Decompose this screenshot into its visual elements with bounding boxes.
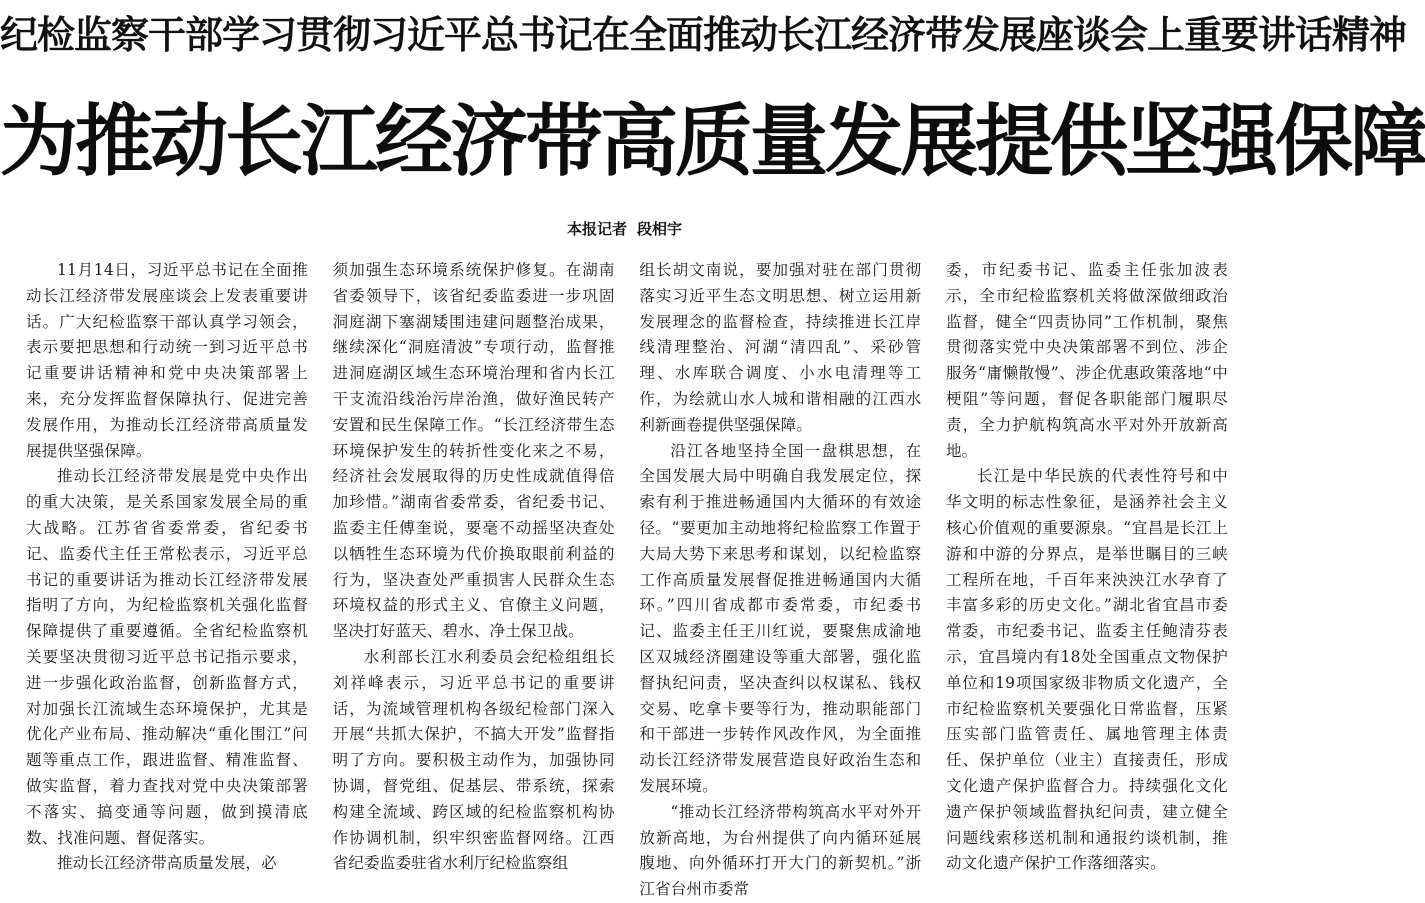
paragraph: 11月14日，习近平总书记在全面推动长江经济带发展座谈会上发表重要讲话。广大纪检监察干部认真学习领会，表示要把思想和行动统一到习近平总书记重要讲话精神和党中央决策部署上来，充分发挥监督保障执行、促进完善发展作用，为推动长江经济带高质量发展提供坚强保障。 <box>26 261 308 460</box>
paragraph: 委，市纪委书记、监委主任张加波表示，全市纪检监察机关将做深做细政治监督，健全“四责协同”工作机制，聚焦贯彻落实党中央决策部署不到位、涉企服务“庸懒散慢”、涉企优惠政策落地“中梗阻”等问题，督促各职能部门履职尽责，全力护航构筑高水平对外开放新高地。 <box>945 261 1228 460</box>
article-column-4 <box>946 258 1228 890</box>
paragraph: 推动长江经济带发展是党中央作出的重大决策，是关系国家发展全局的重大战略。江苏省省委常委，省纪委书记、监委代主任王常松表示，习近平总书记的重要讲话为推动长江经济带发展指明了方向，为纪检监察机关强化监督保障提供了重要遵循。全省纪检监察机关要坚决贯彻习近平总书记指示要求，进一步强化政治监督，创新监督方式，对加强长江流域生态环境保护，尤其是优化产业布局、推动解决“重化围江”问题等重点工作，跟进监督、精准监督、做实监督，着力查找对党中央决策部署不落实、搞变通等问题，做到摸清底数、找准问题、督促落实。 <box>26 467 308 847</box>
byline-name: 段相宇 <box>637 220 683 238</box>
article-column-3 <box>639 258 922 899</box>
headline: 为推动长江经济带高质量发展提供坚强保障 <box>0 97 1425 187</box>
article-column-1 <box>26 258 308 890</box>
article-column-2 <box>333 258 615 890</box>
paragraph: 须加强生态环境系统保护修复。在湖南省委领导下，该省纪委监委进一步巩固洞庭湖下塞湖矮围违建问题整治成果，继续深化“洞庭清波”专项行动，监督推进洞庭湖区域生态环境治理和省内长江干支流沿线治污岸治渔，做好渔民转产安置和民生保障工作。“长江经济带生态环境保护发生的转折性变化来之不易，经济社会发展取得的历史性成就值得倍加珍惜。”湖南省委常委，省纪委书记、监委主任傅奎说，要毫不动摇坚决查处以牺牲生态环境为代价换取眼前利益的行为，坚决查处严重损害人民群众生态环境权益的形式主义、官僚主义问题，坚决打好蓝天、碧水、净土保卫战。 <box>332 261 615 641</box>
article-body <box>26 258 1228 899</box>
kicker-title: 纪检监察干部学习贯彻习近平总书记在全面推动长江经济带发展座谈会上重要讲话精神 <box>0 12 1407 57</box>
paragraph: 长江是中华民族的代表性符号和中华文明的标志性象征，是涵养社会主义核心价值观的重要源泉。“宜昌是长江上游和中游的分界点，是举世瞩目的三峡工程所在地，千百年来泱泱江水孕育了丰富多彩的历史文化。”湖北省宜昌市委常委，市纪委书记、监委主任鲍清芬表示，宜昌境内有18处全国重点文物保护单位和19项国家级非物质文化遗产，全市纪检监察机关要强化日常监督，压紧压实部门监管责任、属地管理主体责任、保护单位（业主）直接责任，形成文化遗产保护监督合力。持续强化文化遗产保护领域监督执纪问责，建立健全问题线索移送机制和通报约谈机制，推动文化遗产保护工作落细落实。 <box>945 467 1228 873</box>
paragraph: “推动长江经济带构筑高水平对外开放新高地，为台州提供了向内循环延展腹地、向外循环打开大门的新契机。”浙江省台州市委常 <box>639 802 922 899</box>
paragraph: 沿江各地坚持全国一盘棋思想，在全国发展大局中明确自我发展定位，探索有利于推进畅通国内大循环的有效途径。“要更加主动地将纪检监察工作置于大局大势下来思考和谋划，以纪检监察工作高质量发展督促推进畅通国内大循环。”四川省成都市委常委，市纪委书记、监委主任王川红说，要聚焦成渝地区双城经济圈建设等重大部署，强化监督执纪问责，坚决查纠以权谋私、钱权交易、吃拿卡要等行为，推动职能部门和干部进一步转作风改作风，为全面推动长江经济带发展营造良好政治生态和发展环境。 <box>639 441 922 795</box>
paragraph: 组长胡文南说，要加强对驻在部门贯彻落实习近平生态文明思想、树立运用新发展理念的监督检查，持续推进长江岸线清理整治、河湖“清四乱”、采砂管理、水库联合调度、小水电清理等工作，为绘就山水人城和谐相融的江西水利新画卷提供坚强保障。 <box>639 261 922 434</box>
paragraph: 推动长江经济带高质量发展，必 <box>57 854 277 873</box>
byline <box>0 218 1249 240</box>
byline-label: 本报记者 <box>566 220 627 238</box>
paragraph: 水利部长江水利委员会纪检组组长刘祥峰表示，习近平总书记的重要讲话，为流域管理机构各级纪检部门深入开展“共抓大保护，不搞大开发”监督指明了方向。要积极主动作为，加强协同协调，督党组、促基层、带系统，探索构建全流域、跨区域的纪检监察机构协作协调机制，织牢织密监督网络。江西省纪委监委驻省水利厅纪检监察组 <box>332 647 615 873</box>
